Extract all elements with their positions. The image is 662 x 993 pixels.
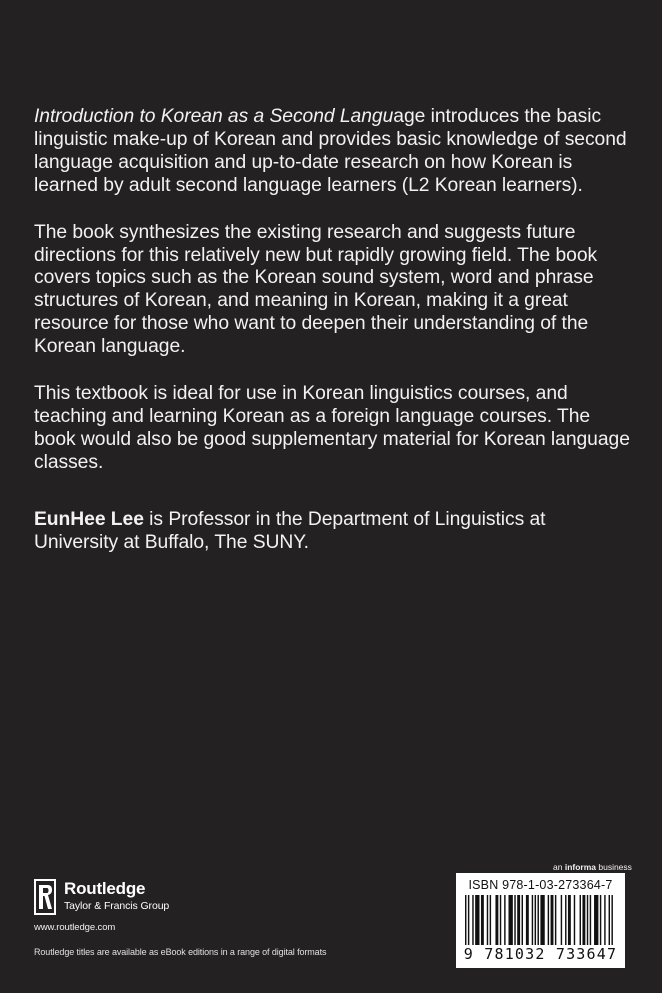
- barcode-bar: [472, 895, 473, 945]
- barcode-bar: [487, 895, 488, 945]
- barcode-bar: [517, 895, 520, 945]
- blurb-paragraph-1-text: age introduces the basic linguistic make-up of Korean and provides basic knowledge of second language acquisition and up-to-date research on how Korean is learned by adult second language learners (L2 Korean learners).: [34, 106, 627, 196]
- barcode-bar: [504, 895, 505, 945]
- isbn-barcode: [456, 873, 625, 968]
- back-cover-blurb: [34, 106, 634, 579]
- blurb-paragraph-3: This textbook is ideal for use in Korean linguistics courses, and teaching and learning Korean as a foreign language courses. The book would also be good supplementary material for Korean language classes.: [34, 383, 630, 473]
- barcode-bar: [565, 895, 566, 945]
- barcode-bar: [580, 895, 581, 945]
- author-bio-text: is Professor in the Department of Linguistics at University at Buffalo, The SUNY.: [34, 508, 546, 553]
- barcode-bar: [481, 895, 484, 945]
- barcode-bar: [514, 895, 515, 945]
- barcode-bar: [568, 895, 571, 945]
- barcode-bar: [604, 895, 605, 945]
- barcode-bar: [582, 895, 585, 945]
- barcode-bar: [538, 895, 539, 945]
- publisher-url[interactable]: www.routledge.com: [34, 922, 116, 933]
- barcode-bar: [475, 895, 479, 945]
- barcode-bar: [540, 895, 544, 945]
- barcode-bar: [561, 895, 562, 945]
- barcode-bar: [532, 895, 533, 945]
- barcode-bar: [526, 895, 529, 945]
- barcode-bar: [490, 895, 491, 945]
- blurb-paragraph-2: The book synthesizes the existing research and suggests future directions for this relatively new but rapidly growing field. The book covers topics such as the Korean sound system, word and phrase structures of Korean, and meaning in Korean, making it a great resource for those who want to deepen their understanding of the Korean language.: [34, 221, 598, 358]
- barcode-bar: [509, 895, 513, 945]
- barcode-bar: [555, 895, 556, 945]
- barcode-bar: [611, 895, 612, 945]
- publisher-group: Taylor & Francis Group: [64, 900, 170, 912]
- barcode-bar: [465, 895, 466, 945]
- barcode-bar: [468, 895, 469, 945]
- barcode-bar: [594, 895, 598, 945]
- barcode-bar: [609, 895, 610, 945]
- publisher-name: Routledge: [64, 879, 146, 898]
- isbn-label: ISBN 978-1-03-273364-7: [468, 878, 613, 892]
- barcode-bar: [590, 895, 591, 945]
- barcode-bar: [574, 895, 575, 945]
- ebook-note: Routledge titles are available as eBook editions in a range of digital formats: [34, 947, 327, 957]
- informa-brand: informa: [564, 862, 596, 872]
- informa-suffix: business: [596, 862, 632, 872]
- barcode-digits: 9 781032 733647: [463, 945, 618, 963]
- informa-business-label: [553, 862, 632, 872]
- barcode-bar: [522, 895, 523, 945]
- barcode-icon: [463, 895, 618, 945]
- barcode-bar: [587, 895, 588, 945]
- barcode-bar: [551, 895, 554, 945]
- barcode-bar: [548, 895, 549, 945]
- publisher-block: [34, 879, 254, 919]
- barcode-bar: [495, 895, 498, 945]
- author-name: EunHee Lee: [34, 508, 144, 530]
- book-title-italic: Introduction to Korean as a Second Langu: [34, 106, 394, 127]
- barcode-bar: [535, 895, 536, 945]
- barcode-bar: [600, 895, 601, 945]
- blurb-paragraph-1: [34, 106, 634, 198]
- author-bio: [34, 509, 634, 555]
- informa-prefix: an: [553, 862, 565, 872]
- routledge-logo-icon: [34, 879, 56, 915]
- barcode-bar: [500, 895, 501, 945]
